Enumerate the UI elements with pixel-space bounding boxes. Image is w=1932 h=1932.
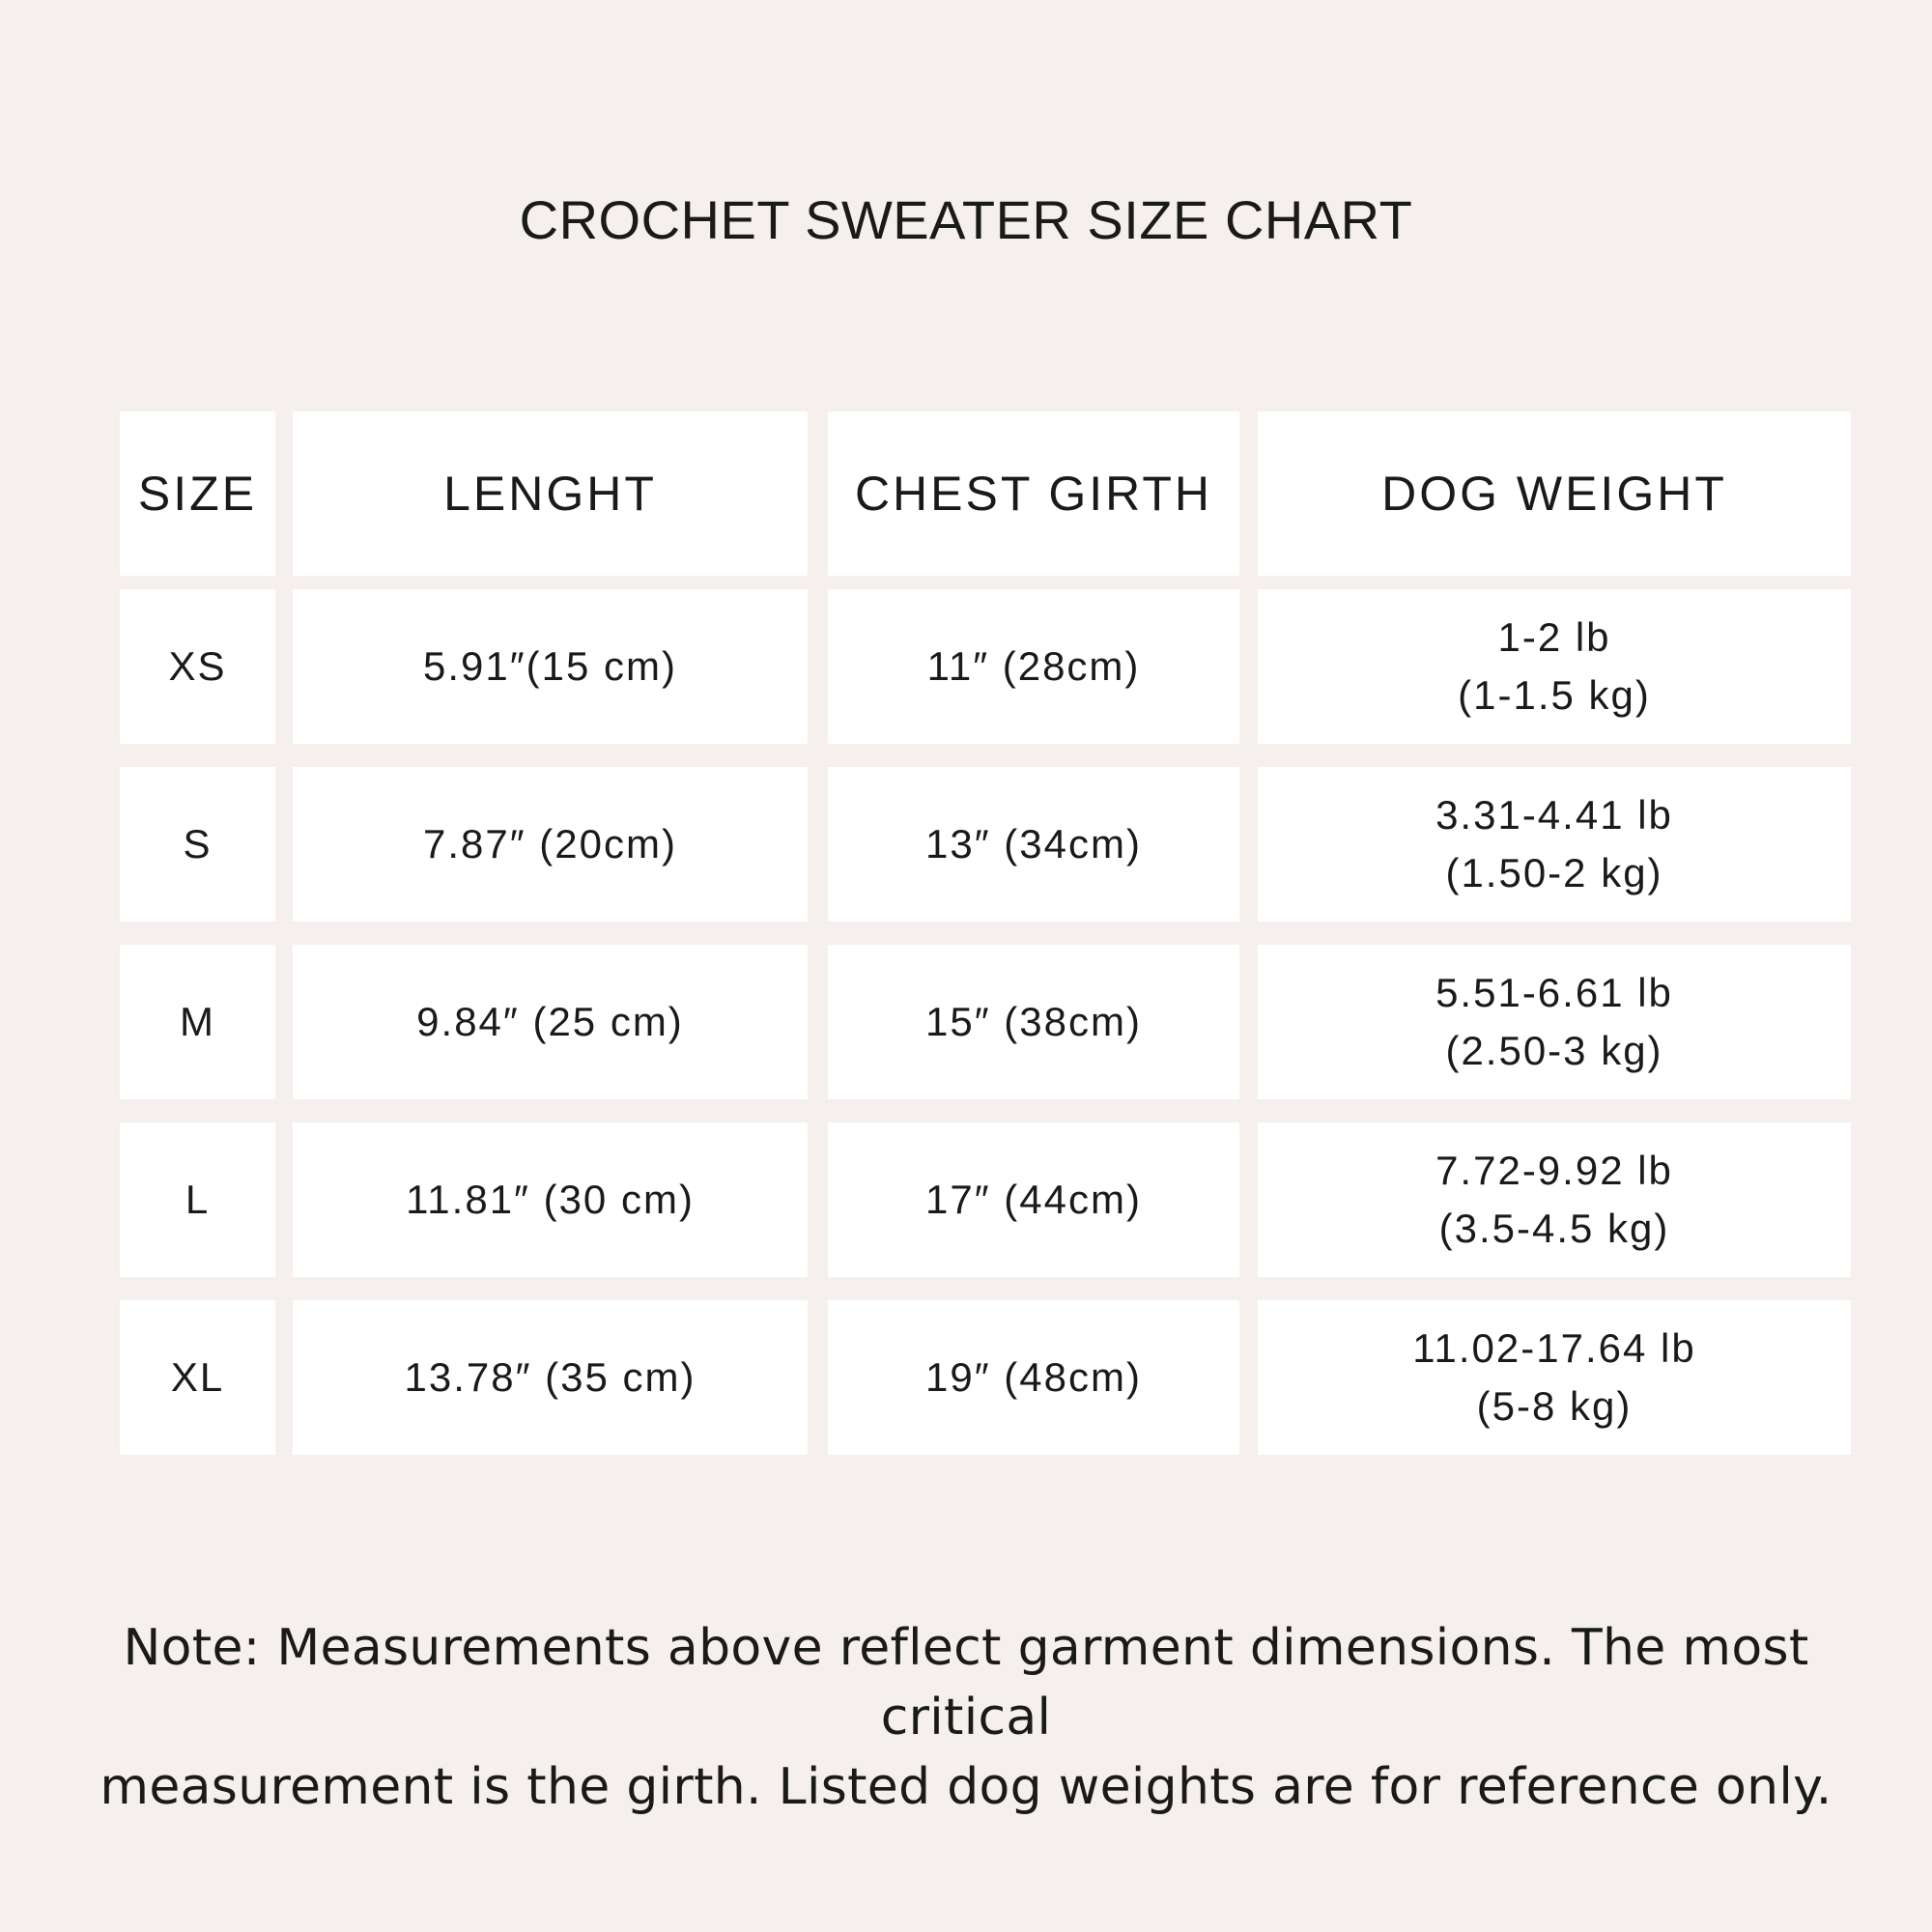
weight-lb: 5.51-6.61 lb bbox=[1435, 970, 1673, 1015]
cell-size: XS bbox=[120, 589, 275, 744]
weight-kg: (2.50-3 kg) bbox=[1445, 1028, 1663, 1073]
cell-size: M bbox=[120, 945, 275, 1099]
cell-dog-weight bbox=[1258, 1300, 1851, 1455]
weight-lb: 3.31-4.41 lb bbox=[1435, 792, 1673, 838]
weight-lb: 1-2 lb bbox=[1497, 614, 1611, 660]
footnote bbox=[58, 1613, 1874, 1822]
cell-length: 7.87″ (20cm) bbox=[293, 767, 808, 922]
cell-chest-girth: 15″ (38cm) bbox=[828, 945, 1239, 1099]
cell-chest-girth: 13″ (34cm) bbox=[828, 767, 1239, 922]
cell-dog-weight bbox=[1258, 767, 1851, 922]
cell-size: L bbox=[120, 1122, 275, 1277]
header-size: SIZE bbox=[120, 412, 275, 576]
header-chest-girth: CHEST GIRTH bbox=[828, 412, 1239, 576]
footnote-line-2: measurement is the girth. Listed dog weights are for reference only. bbox=[99, 1758, 1833, 1816]
cell-dog-weight bbox=[1258, 945, 1851, 1099]
cell-chest-girth: 11″ (28cm) bbox=[828, 589, 1239, 744]
cell-size: XL bbox=[120, 1300, 275, 1455]
cell-dog-weight bbox=[1258, 1122, 1851, 1277]
cell-length: 11.81″ (30 cm) bbox=[293, 1122, 808, 1277]
cell-dog-weight bbox=[1258, 589, 1851, 744]
weight-kg: (1.50-2 kg) bbox=[1445, 850, 1663, 895]
cell-chest-girth: 19″ (48cm) bbox=[828, 1300, 1239, 1455]
cell-length: 13.78″ (35 cm) bbox=[293, 1300, 808, 1455]
weight-lb: 11.02-17.64 lb bbox=[1412, 1325, 1696, 1371]
weight-kg: (3.5-4.5 kg) bbox=[1438, 1206, 1670, 1251]
cell-chest-girth: 17″ (44cm) bbox=[828, 1122, 1239, 1277]
header-length: LENGHT bbox=[293, 412, 808, 576]
weight-kg: (5-8 kg) bbox=[1476, 1383, 1633, 1429]
weight-kg: (1-1.5 kg) bbox=[1458, 672, 1651, 718]
weight-lb: 7.72-9.92 lb bbox=[1435, 1148, 1673, 1193]
page-title: CROCHET SWEATER SIZE CHART bbox=[519, 189, 1413, 250]
cell-length: 9.84″ (25 cm) bbox=[293, 945, 808, 1099]
cell-length: 5.91″(15 cm) bbox=[293, 589, 808, 744]
footnote-line-1: Note: Measurements above reflect garment dimensions. The most critical bbox=[123, 1619, 1809, 1747]
cell-size: S bbox=[120, 767, 275, 922]
header-dog-weight: DOG WEIGHT bbox=[1258, 412, 1851, 576]
